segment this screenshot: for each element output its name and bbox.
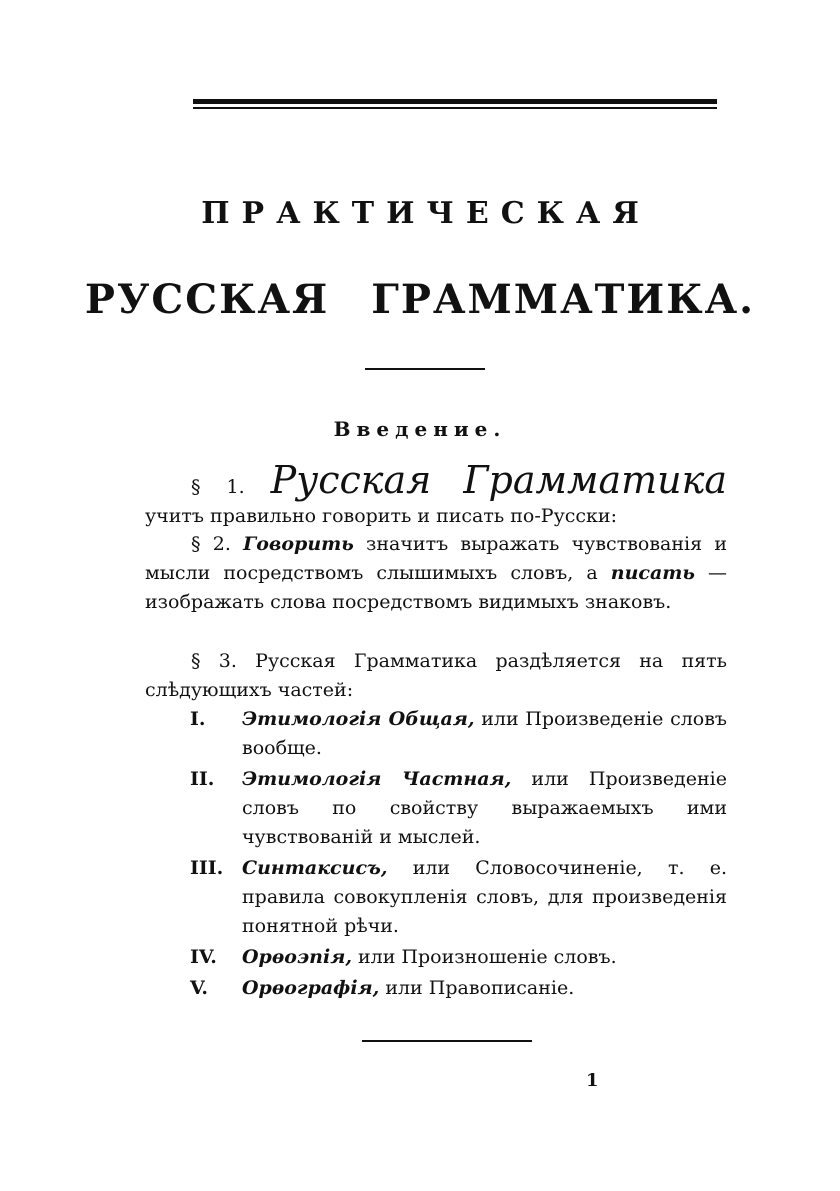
title-line-2: РУССКАЯ ГРАММАТИКА. [84, 276, 756, 323]
list-item [190, 943, 727, 972]
paragraph-3 [145, 647, 727, 705]
list-item-term: Синтаксисъ, [242, 857, 388, 879]
list-item-term: Орѳоэпія, [242, 946, 352, 968]
list-item-text: или Произношеніе словъ. [357, 946, 617, 968]
paragraph-2-text-2: — изображать слова посредствомъ видимыхъ знаковъ. [145, 562, 728, 613]
paragraph-2-term-1: Говорить [243, 533, 354, 555]
list-item-term: Этимологія Частная, [242, 768, 512, 790]
list-item-term: Орѳографія, [242, 977, 380, 999]
paragraph-2-text-1: значитъ выражать чувствованія и мысли посредствомъ слышимыхъ словъ, а [145, 533, 727, 584]
list-item-number: III. [190, 857, 224, 879]
title-line-1: ПРАКТИЧЕСКАЯ [201, 196, 651, 231]
list-item-text: или Произведеніе словъ по свойству выражаемыхъ ими чувствованій и мыслей. [242, 768, 727, 848]
grammar-parts-list [190, 705, 727, 1005]
list-item-number: I. [190, 708, 206, 730]
list-item-description [242, 705, 727, 763]
top-rule-thick [193, 99, 717, 104]
section-heading: Введение. [333, 417, 507, 441]
list-item-description [242, 854, 727, 941]
paragraph-2-term-2: писать [610, 562, 695, 584]
paragraph-1 [145, 458, 727, 531]
paragraph-1-number: § 1. [191, 476, 245, 498]
list-item-description [242, 974, 727, 1003]
list-item [190, 705, 727, 763]
list-item [190, 765, 727, 852]
page-number: 1 [586, 1070, 599, 1091]
list-item-number: V. [190, 977, 209, 999]
paragraph-2-number: § 2. [191, 533, 231, 555]
bottom-divider [362, 1040, 532, 1042]
list-item-text: или Словосочиненіе, т. е. правила совокупленія словъ, для произведенія понятной рѣчи. [242, 857, 727, 937]
paragraph-1-text: учитъ правильно говорить и писать по-Русски: [145, 505, 617, 527]
list-item-number: II. [190, 768, 215, 790]
paragraph-2 [145, 530, 727, 617]
top-rule-thin [193, 107, 717, 109]
list-item-number: IV. [190, 946, 217, 968]
list-item-text: или Правописаніе. [385, 977, 575, 999]
list-item [190, 974, 727, 1003]
list-item [190, 854, 727, 941]
paragraph-3-text: § 3. Русская Грамматика раздѣляется на пять слѣдующихъ частей: [145, 650, 727, 701]
list-item-term: Этимологія Общая, [242, 708, 475, 730]
title-divider [365, 368, 485, 370]
list-item-text: или Произведеніе словъ вообще. [242, 708, 727, 759]
paragraph-1-term: Русская Грамматика [270, 458, 727, 502]
list-item-description [242, 943, 727, 972]
top-double-rule [193, 99, 717, 109]
list-item-description [242, 765, 727, 852]
